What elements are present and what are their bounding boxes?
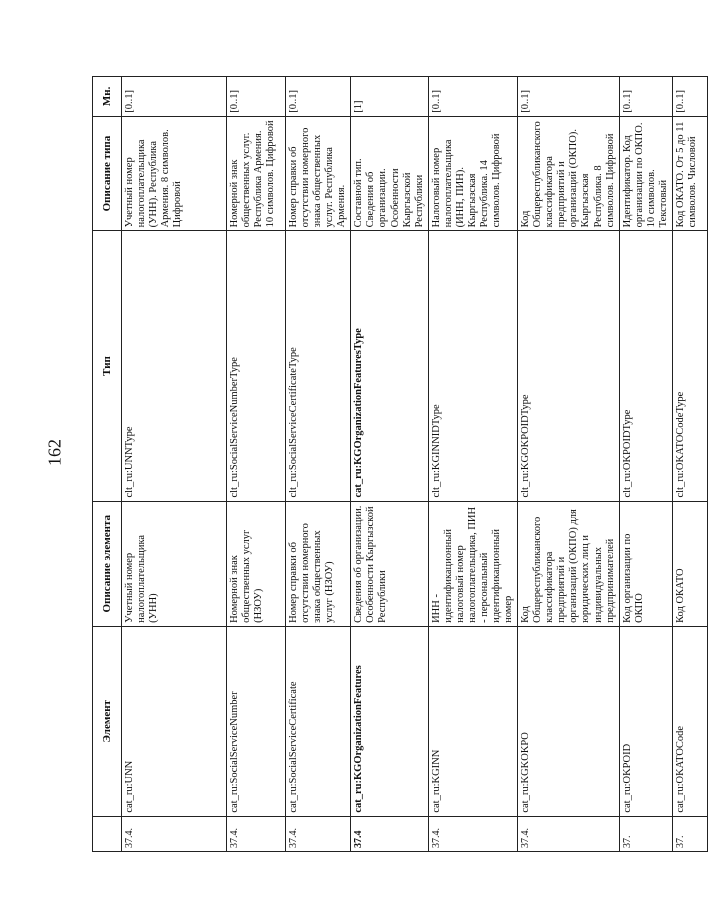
row-type: clt_ru:KGINNIDType [428,231,517,501]
row-element: cat_ru:OKATOCode [672,626,707,816]
row-num: 37.4. [518,816,620,851]
row-type: clt_ru:KGOKPOIDType [518,231,620,501]
row-element-desc: Сведения об организации. Особенности Кыргызской Республики [351,501,428,626]
table-row [619,77,672,852]
row-type-desc: Код Общереспубликанского классификатора предприятий и организаций (ОКПО). Кыргызская Республика. 8 символов. Цифровой [518,116,620,231]
row-mn: [0..1] [518,77,620,117]
table-row [286,77,351,852]
row-element: cat_ru:KGINN [428,626,517,816]
row-type-desc: Код ОКАТО. От 5 до 11 символов. Числовой [672,116,707,231]
header-element-desc: Описание элемента [93,501,122,626]
row-mn: [0..1] [227,77,286,117]
row-type-desc: Налоговый номер налогоплательщика (ИНН, ПИН). Кыргызская Республика. 14 символов. Цифровой [428,116,517,231]
row-element: cat_ru:KGKOKPO [518,626,620,816]
row-type: clt_ru:UNNType [122,231,227,501]
row-element: cat_ru:UNN [122,626,227,816]
row-num: 37.4. [227,816,286,851]
row-num: 37. [619,816,672,851]
table-row [428,77,517,852]
page-number: 162 [44,439,65,466]
elements-table [92,76,708,852]
row-num: 37.4 [351,816,428,851]
row-type-desc: Составной тип. Сведения об организации. Особенности Кыргызской Республики [351,116,428,231]
row-type-desc: Учетный номер налогоплательщика (УНН). Республика Армения. 8 символов. Цифровой [122,116,227,231]
header-element: Элемент [93,626,122,816]
row-mn: [0..1] [122,77,227,117]
row-element: cat_ru:SocialServiceNumber [227,626,286,816]
table-header-row [93,77,122,852]
row-mn: [0..1] [619,77,672,117]
table-row [518,77,620,852]
row-type-desc: Номер справки об отсутствии номерного знака общественных услуг. Республика Армения. [286,116,351,231]
row-element: cat_ru:KGOrganizationFeatures [351,626,428,816]
row-element: cat_ru:OKPOID [619,626,672,816]
header-type: Тип [93,231,122,501]
header-type-desc: Описание типа [93,116,122,231]
row-element-desc: Учетный номер налогоплательщика (УНН) [122,501,227,626]
row-num: 37.4. [428,816,517,851]
row-num: 37.4. [286,816,351,851]
row-type: clt_ru:SocialServiceCertificateType [286,231,351,501]
row-mn: [0..1] [286,77,351,117]
row-type: clt_ru:OKATOCodeType [672,231,707,501]
row-type: clt_ru:SocialServiceNumberType [227,231,286,501]
row-mn: [0..1] [428,77,517,117]
row-type-desc: Идентификатор. Код организации по ОКПО. 10 символов. Текстовый [619,116,672,231]
header-num [93,816,122,851]
table-row [351,77,428,852]
table-row [672,77,707,852]
row-element-desc: Код Общереспубликанского классификатора предприятий и организаций (ОКПО) для юридических лиц и индивидуальных предпринимателей [518,501,620,626]
row-element-desc: Номер справки об отсутствии номерного знака общественных услуг (НЗОУ) [286,501,351,626]
row-element-desc: ИНН - идентификационный налоговый номер налогоплательщика, ПИН - персональный идентификационный номер [428,501,517,626]
row-element-desc: Номерной знак общественных услуг (НЗОУ) [227,501,286,626]
row-mn: [1] [351,77,428,117]
row-type: cat_ru:KGOrganizationFeaturesType [351,231,428,501]
row-element-desc: Код организации по ОКПО [619,501,672,626]
header-mn: Мн. [93,77,122,117]
row-num: 37. [672,816,707,851]
document-table-sheet [92,76,698,852]
table-row [122,77,227,852]
row-mn: [0..1] [672,77,707,117]
row-num: 37.4. [122,816,227,851]
row-type-desc: Номерной знак общественных услуг. Республика Армения. 10 символов. Цифровой [227,116,286,231]
row-element: cat_ru:SocialServiceCertificate [286,626,351,816]
table-row [227,77,286,852]
row-element-desc: Код ОКАТО [672,501,707,626]
row-type: clt_ru:OKPOIDType [619,231,672,501]
